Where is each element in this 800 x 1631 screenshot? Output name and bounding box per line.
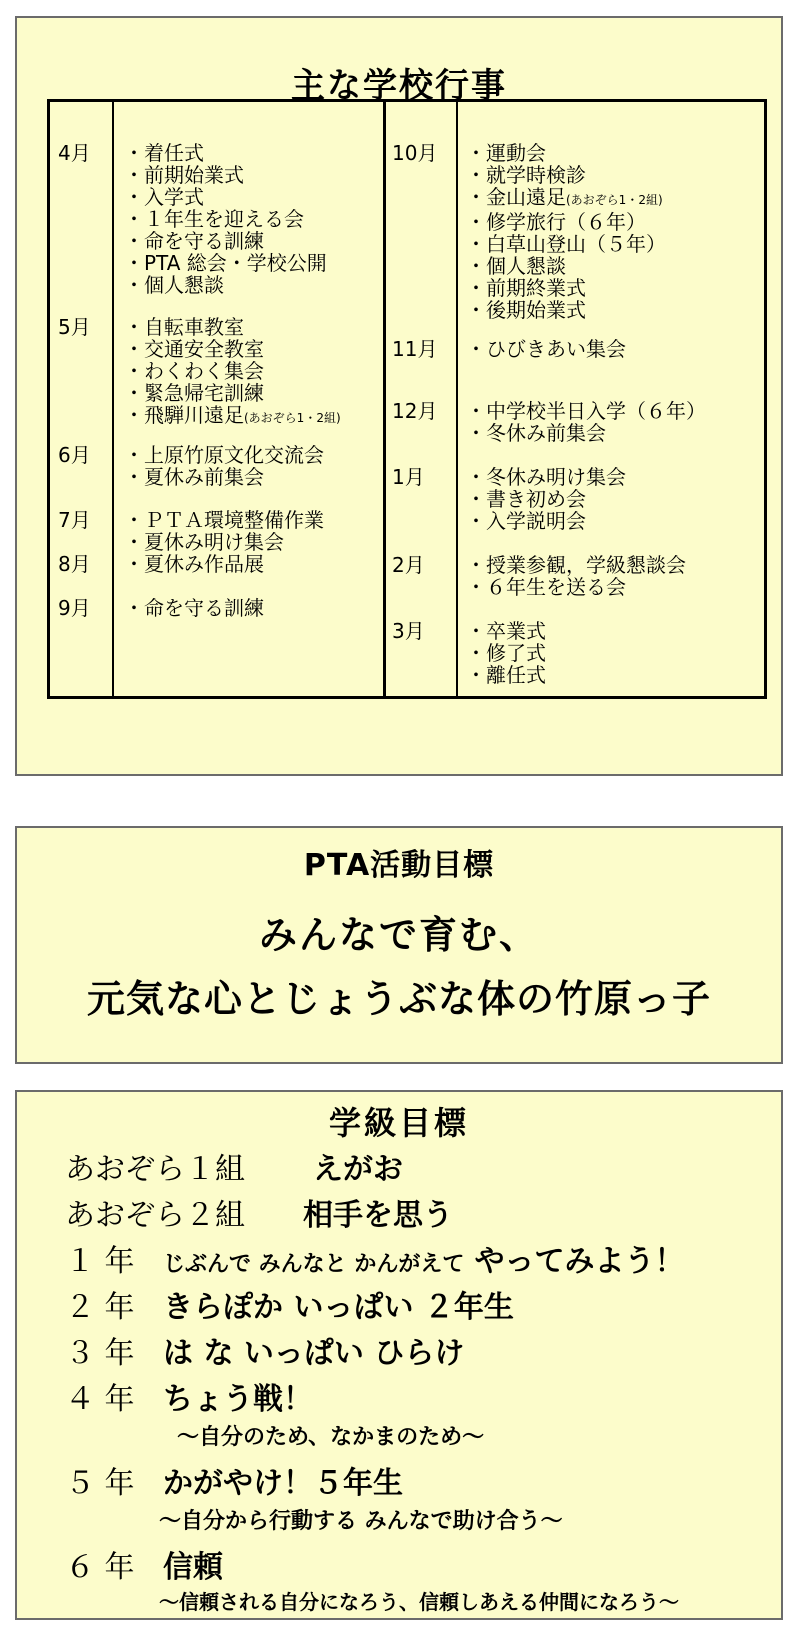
class-goal-subtitle: ～自分のため、なかまのため～ <box>177 1425 485 1450</box>
class-goal: えがお <box>313 1152 403 1187</box>
event-item-text: ・金山遠足 <box>466 185 566 209</box>
class-label: ３ 年 <box>65 1336 135 1371</box>
event-item: ・書き初め会 <box>466 487 586 511</box>
class-goal: やってみよう！ <box>474 1244 685 1279</box>
class-goal: は な いっぱい ひらけ <box>163 1336 465 1371</box>
month-label: 12月 <box>392 399 438 423</box>
pta-goal-line-1: みんなで育む、 <box>258 913 539 957</box>
pta-goals-panel <box>15 826 783 1064</box>
event-item: ・個人懇談 <box>466 254 566 278</box>
month-label: 2月 <box>392 553 425 577</box>
event-item: ・交通安全教室 <box>124 337 264 361</box>
event-item: ・中学校半日入学（６年） <box>466 399 706 423</box>
table-divider <box>383 102 386 696</box>
table-divider <box>112 102 114 696</box>
class-goals-title: 学級目標 <box>328 1104 469 1142</box>
month-label: 7月 <box>58 508 91 532</box>
events-table <box>47 99 767 699</box>
class-goal-row <box>65 1328 464 1372</box>
event-item: ・PTA 総会・学校公開 <box>124 251 327 275</box>
class-goal: ちょう戦！ <box>163 1382 313 1417</box>
event-item: ・修了式 <box>466 641 546 665</box>
school-events-panel <box>15 16 783 776</box>
event-item <box>466 186 666 211</box>
event-item: ・冬休み前集会 <box>466 421 606 445</box>
event-item <box>124 404 341 429</box>
event-item: ・夏休み前集会 <box>124 465 264 489</box>
class-goal: 相手を思う <box>303 1198 453 1233</box>
month-label: 11月 <box>392 337 438 361</box>
event-item: ・自転車教室 <box>124 315 244 339</box>
event-item: ・就学時検診 <box>466 163 586 187</box>
class-goal-row <box>65 1374 313 1418</box>
event-item: ・離任式 <box>466 663 546 687</box>
event-item: ・運動会 <box>466 141 546 165</box>
class-label: ５ 年 <box>65 1466 135 1501</box>
class-goal-row <box>65 1542 223 1586</box>
event-item-text: ・飛騨川遠足 <box>124 403 244 427</box>
class-label: １ 年 <box>65 1244 135 1279</box>
class-label: あおぞら１組 <box>65 1152 245 1187</box>
class-goals-panel <box>15 1090 783 1620</box>
class-label: あおぞら２組 <box>65 1198 245 1233</box>
event-item: ・修学旅行（６年） <box>466 210 646 234</box>
class-goal-row <box>65 1236 685 1280</box>
pta-goal-line-2: 元気な心とじょうぶな体の竹原っ子 <box>86 977 711 1021</box>
event-item: ・冬休み明け集会 <box>466 465 626 489</box>
event-item: ・卒業式 <box>466 619 546 643</box>
event-item: ・ＰＴＡ環境整備作業 <box>124 508 324 532</box>
month-label: 6月 <box>58 443 91 467</box>
class-goal: 信頼 <box>163 1550 223 1585</box>
event-item: ・夏休み明け集会 <box>124 530 284 554</box>
month-label: 10月 <box>392 141 438 165</box>
event-item: ・着任式 <box>124 141 204 165</box>
event-item: ・命を守る訓練 <box>124 596 264 620</box>
event-item: ・わくわく集会 <box>124 359 264 383</box>
event-item: ・６年生を送る会 <box>466 575 626 599</box>
event-item: ・緊急帰宅訓練 <box>124 381 264 405</box>
month-label: 3月 <box>392 619 425 643</box>
class-label: ４ 年 <box>65 1382 135 1417</box>
event-item: ・上原竹原文化交流会 <box>124 443 324 467</box>
event-item: ・後期始業式 <box>466 298 586 322</box>
event-item: ・入学式 <box>124 185 204 209</box>
class-goal-subtitle: ～自分から行動する みんなで助け合う～ <box>159 1509 563 1534</box>
class-goal-row <box>65 1144 403 1188</box>
events-title: 主な学校行事 <box>291 66 507 106</box>
event-item: ・ひびきあい集会 <box>466 337 626 361</box>
event-item: ・入学説明会 <box>466 509 586 533</box>
event-item: ・夏休み作品展 <box>124 552 264 576</box>
month-label: 4月 <box>58 141 91 165</box>
event-item: ・個人懇談 <box>124 273 224 297</box>
class-goal-row <box>65 1458 403 1502</box>
month-label: 8月 <box>58 552 91 576</box>
event-item: ・白草山登山（５年） <box>466 232 666 256</box>
month-label: 5月 <box>58 315 91 339</box>
class-goal: きらぽか いっぱい ２年生 <box>163 1290 514 1325</box>
class-label: ２ 年 <box>65 1290 135 1325</box>
class-goal-row <box>65 1190 453 1234</box>
table-divider <box>456 102 458 696</box>
class-goal-subtitle: ～信頼される自分になろう、信頼しあえる仲間になろう～ <box>159 1590 679 1614</box>
event-item: ・命を守る訓練 <box>124 229 264 253</box>
event-item: ・授業参観，学級懇談会 <box>466 553 686 577</box>
class-goal-prefix: じぶんで みんなと かんがえて <box>163 1252 465 1277</box>
event-item-note: (あおぞら1・2組) <box>566 193 663 207</box>
class-goal-row <box>65 1282 514 1326</box>
event-item-note: (あおぞら1・2組) <box>244 411 341 425</box>
class-label: ６ 年 <box>65 1550 135 1585</box>
event-item: ・前期終業式 <box>466 276 586 300</box>
class-goal: かがやけ！５年生 <box>163 1466 403 1501</box>
pta-title: PTA活動目標 <box>303 848 495 883</box>
month-label: 1月 <box>392 465 425 489</box>
event-item: ・前期始業式 <box>124 163 244 187</box>
event-item: ・１年生を迎える会 <box>124 207 304 231</box>
month-label: 9月 <box>58 596 91 620</box>
